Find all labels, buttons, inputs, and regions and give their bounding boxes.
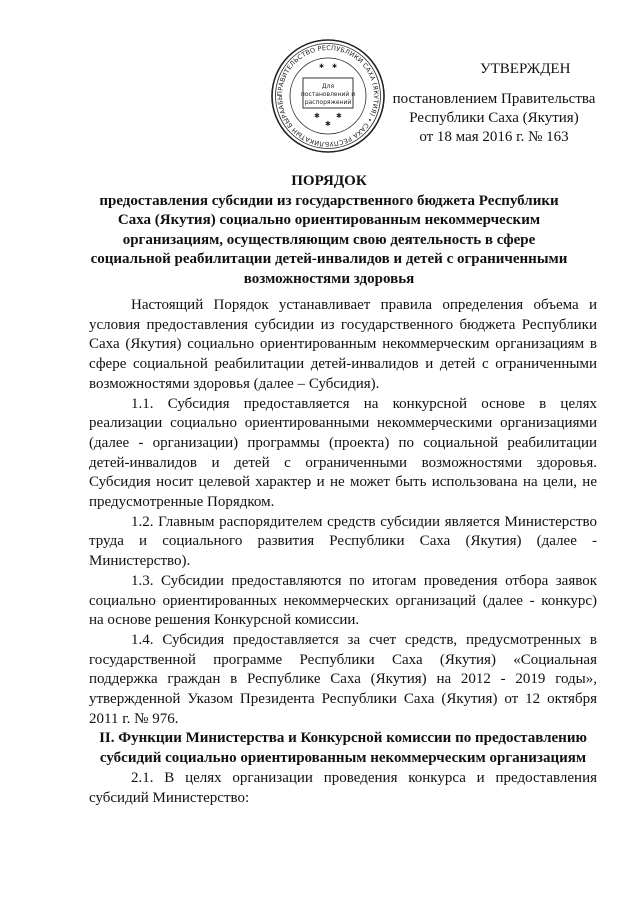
- seal-star-icon: ✱: [336, 112, 342, 120]
- paragraph: 1.2. Главным распорядителем средств субсидии является Министерство труда и социального развития Республики Саха (Якутия) (далее - Министерство).: [89, 513, 597, 570]
- approval-line: Республики Саха (Якутия): [409, 110, 579, 126]
- approval-block: [384, 60, 604, 147]
- official-seal: [270, 38, 386, 154]
- approval-date: от 18 мая 2016 г. № 163: [419, 129, 569, 145]
- seal-center-line2: постановлений и: [300, 91, 356, 98]
- paragraph: 2.1. В целях организации проведения конкурса и предоставления субсидий Министерство:: [89, 769, 597, 806]
- paragraph: Настоящий Порядок устанавливает правила определения объема и условия предоставления субсидии из государственного бюджета Республики Саха (Якутия) социально ориентированным некоммерческим организациям в сфере социальной реабилитации детей-инвалидов и детей с ограниченными возможностями здоровья (далее – Субсидия).: [89, 297, 597, 392]
- paragraph: 1.1. Субсидия предоставляется на конкурсной основе в целях реализации социально ориентированными некоммерческими организациями (далее - организации) программы (проекта) по социальной реабилитации детей-инвалидов и детей с ограниченными возможностями здоровья. Субсидия носит целевой характер и не может быть использована на цели, не предусмотренные Порядком.: [89, 395, 597, 511]
- paragraph: 1.3. Субсидии предоставляются по итогам проведения отбора заявок социально ориентированных некоммерческих организаций (далее - конкурс) на основе решения Конкурсной комиссии.: [89, 572, 597, 629]
- document-title: [84, 172, 574, 289]
- seal-star-icon: ✱: [332, 64, 338, 70]
- section-heading: II. Функции Министерства и Конкурсной комиссии по предоставлению субсидий социально ориентированным некоммерческим организациям: [99, 730, 587, 767]
- paragraph: 1.4. Субсидия предоставляется за счет средств, предусмотренных в государственной программе Республики Саха (Якутия) «Социальная поддержка граждан в Республике Саха (Якутия) на 2012 - 2019 годы», утвержденной Указом Президента Республики Саха (Якутия) от 12 октября 2011 г. № 976.: [89, 631, 597, 727]
- title-subtitle: предоставления субсидии из государственного бюджета Республики Саха (Якутия) социально ориентированным некоммерческим организациям, осуществляющим свою деятельность в сфере социальной реабилитации детей-инвалидов и детей с ограниченными возможностями здоровья: [90, 192, 568, 287]
- seal-star-icon: ✱: [314, 112, 320, 120]
- seal-star-icon: ✱: [319, 64, 325, 70]
- seal-center-line3: распоряжений: [304, 99, 352, 106]
- approval-heading: УТВЕРЖДЕН: [480, 61, 571, 77]
- seal-star-icon: ✱: [325, 120, 331, 128]
- seal-ring-text: ПРАВИТЕЛЬСТВО РЕСПУБЛИКИ САХА (ЯКУТИЯ) • САХА РЕСПУБЛИКАТЫН БЫРААБЫ: [275, 43, 381, 149]
- seal-center-line1: Для: [321, 83, 335, 90]
- title-heading: ПОРЯДОК: [291, 173, 367, 189]
- approval-line: постановлением Правительства: [392, 91, 596, 107]
- document-body: [89, 296, 597, 808]
